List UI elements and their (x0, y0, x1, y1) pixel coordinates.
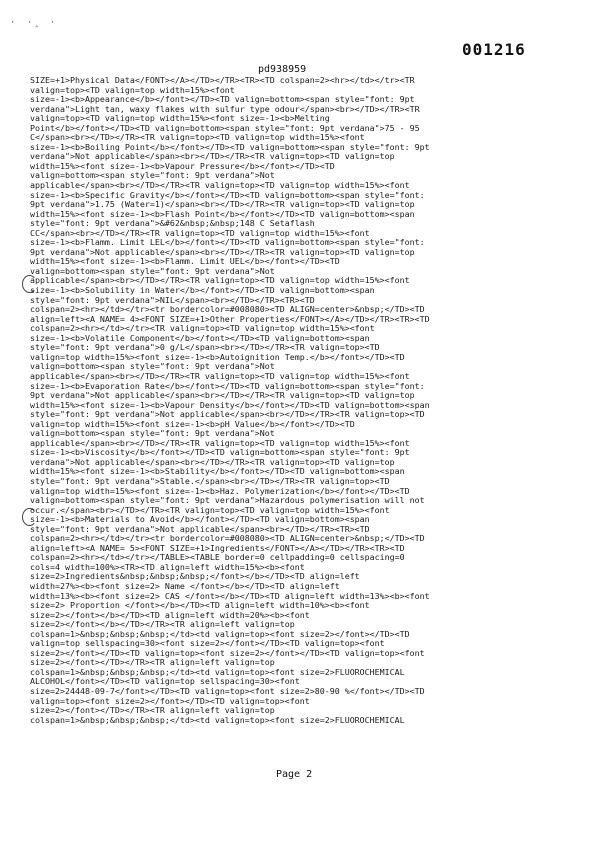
text-line: width=27%><b><font size=2> Name </font></b></TD><TD align=left (30, 580, 340, 591)
text-line: applicable</span><br></TD></TR><TR valign=top><TD valign=top width=15%><font (30, 370, 410, 381)
text-line: width=13%><b><font size=2> CAS </font></b></TD><TD align=left width=13%><b><font (30, 590, 430, 601)
text-line: 9pt verdana">1.75 (Water=1)</span><br></TD></TR><TR valign=top><TD valign=top (30, 199, 415, 210)
text-line: width=15%><font size=-1><b>Stability</b></font></TD><TD valign=bottom><span (30, 466, 405, 477)
text-line: width=15%><font size=-1><b>Flash Point</b></font></TD><TD valign=bottom><span (30, 208, 415, 219)
text-line: colspan=2><hr></td></tr><tr bordercolor=#008080><TD ALIGN=center>&nbsp;</TD><TD (30, 304, 425, 315)
bates-number: 001216 (462, 40, 526, 59)
text-line: align=left><A NAME= 4><FONT SIZE=+1>Other Properties</FONT></A></TD></TR><TR><TD (30, 313, 430, 324)
text-line: size=-1><b>Viscosity</b></font></TD><TD valign=bottom><span style="font: 9pt (30, 447, 410, 458)
text-line: size=-1><b>Specific Gravity</b></font></TD><TD valign=bottom><span style="font: (30, 189, 425, 200)
text-line: ALCOHOL</font></TD><TD valign=top sellspacing=30><font (30, 676, 300, 687)
text-line: valign=top width=15%><font size=-1><b>Haz. Polymerization</b></font></TD><TD (30, 485, 410, 496)
text-line: valign=top width=15%><font size=-1><b>Autoignition Temp.</b></font></TD><TD (30, 351, 405, 362)
text-line: size=-1><b>Appearance</b></font></TD><TD valign=bottom><span style="font: 9pt (30, 94, 415, 105)
text-line: 9pt verdana">Not applicable</span><br></TD></TR><TR valign=top><TD valign=top (30, 246, 415, 257)
text-line: 9pt verdana">Not applicable</span><br></TD></TR><TR valign=top><TD valign=top (30, 390, 415, 401)
text-line: applicable</span><br></TD></TR><TR valign=top><TD valign=top width=15%><font (30, 437, 410, 448)
text-line: colspan=2><hr></td></tr><TR valign=top><TD valign=top width=15%><font (30, 323, 375, 334)
text-line: valign=bottom><span style="font: 9pt verdana">Not (30, 428, 275, 439)
text-line: style="font: 9pt verdana">Stable.</span><br></TD></TR><TR valign=top><TD (30, 475, 390, 486)
text-line: colspan=1>&nbsp;&nbsp;&nbsp;</td><td valign=top><font size=2>FLUOROCHEMICAL (30, 714, 405, 725)
text-line: CC</span><br></TD></TR><TR valign=top><TD valign=top width=15%><font (30, 227, 370, 238)
text-line: style="font: 9pt verdana">0 g/L</span><br></TD></TR><TR valign=top><TD (30, 342, 380, 353)
text-line: style="font: 9pt verdana">&#62&nbsp;&nbsp;148 C Setaflash (30, 218, 315, 229)
text-line: style="font: 9pt verdana">Not applicable</span><br></TD></TR><TR><TD (30, 523, 370, 534)
text-line: size=-1><b>Solubility in Water</b></font></TD><TD valign=bottom><span (30, 285, 375, 296)
text-line: size=2></font></TD></TR><TR align=left valign=top (30, 657, 275, 668)
text-line: verdana">Not applicable</span><br></TD></TR><TR valign=top><TD valign=top (30, 456, 395, 467)
text-line: colspan=1>&nbsp;&nbsp;&nbsp;</td><td valign=top><font size=2>FLUOROCHEMICAL (30, 666, 405, 677)
text-line: size=2></font></b></TD><TD align=left width=20%><b><font (30, 609, 310, 620)
html-source-text-block (30, 76, 598, 725)
text-line: align=left><A NAME= 5><FONT SIZE=+1>Ingredients</FONT></A></TD></TR><TR><TD (30, 542, 405, 553)
text-line: valign=top><font size=2></font></TD><TD valign=top><font (30, 695, 310, 706)
text-line: width=15%><font size=-1><b>Flamm. Limit UEL</b></font></TD><TD (30, 256, 340, 267)
text-line: applicable</span><br></TD></TR><TR valign=top><TD valign=top width=15%><font (30, 180, 410, 191)
text-line: verdana">Not applicable</span><br></TD></TR><TR valign=top><TD valign=top (30, 151, 395, 162)
text-line: valign=bottom><span style="font: 9pt verdana">Not (30, 361, 275, 372)
text-line: size=2></font></TD><TD valign=top><font size=2></font></TD><TD valign=top><font (30, 647, 425, 658)
text-line: valign=top><TD valign=top width=15%><font size=-1><b>Melting (30, 113, 330, 124)
text-line: size=-1><b>Evaporation Rate</b></font></TD><TD valign=bottom><span style="font: (30, 380, 425, 391)
text-line: colspan=2><hr></td></tr><tr bordercolor=#008080><TD ALIGN=center>&nbsp;</TD><TD (30, 533, 425, 544)
text-line: applicable</span><br></TD></TR><TR valign=top><TD valign=top width=15%><font (30, 275, 410, 286)
text-line: valign=top><TD valign=top width=15%><font (30, 84, 235, 95)
text-line: SIZE=+1>Physical Data</FONT></A></TD></TR><TR><TD colspan=2><hr></td></tr><TR (30, 76, 415, 85)
text-line: width=15%><font size=-1><b>Vapour Pressure</b></font></TD><TD (30, 160, 335, 171)
text-line: C</span><br></TD></TR><TR valign=top><TD valign=top width=15%><font (30, 132, 365, 143)
text-line: style="font: 9pt verdana">NIL</span><br></TD></TR><TR><TD (30, 294, 315, 305)
text-line: valign=bottom><span style="font: 9pt verdana">Not (30, 265, 275, 276)
text-line: width=15%><font size=-1><b>Vapour Density</b></font></TD><TD valign=bottom><span (30, 399, 430, 410)
text-line: size=2></font></b></TD></TR><TR align=left valign=top (30, 619, 295, 630)
text-line: size=-1><b>Materials to Avoid</b></font></TD><TD valign=bottom><span (30, 514, 370, 525)
text-line: cols=4 width=100%><TR><TD align=left width=15%><b><font (30, 561, 305, 572)
text-line: size=2></font></TD></TR><TR align=left valign=top (30, 705, 275, 716)
text-line: size=2>Ingredients&nbsp;&nbsp;&nbsp;</font></b></TD><TD align=left (30, 571, 360, 582)
text-line: size=-1><b>Boiling Point</b></font></TD><TD valign=bottom><span style="font: 9pt (30, 141, 430, 152)
document-id: pd938959 (258, 64, 307, 75)
text-line: valign=bottom><span style="font: 9pt verdana">Hazardous polymerisation will not (30, 495, 425, 506)
text-line: colspan=1>&nbsp;&nbsp;&nbsp;</td><td valign=top><font size=2></font></TD><TD (30, 628, 410, 639)
text-line: size=2> Proportion </font></b></TD><TD align=left width=10%><b><font (30, 600, 370, 611)
text-line: style="font: 9pt verdana">Not applicable</span><br></TD></TR><TR valign=top><TD (30, 409, 425, 420)
text-line: size=-1><b>Flamm. Limit LEL</b></font></TD><TD valign=bottom><span style="font: (30, 237, 425, 248)
scan-artifact-marks: · ·‸ · (10, 18, 59, 28)
page-number: Page 2 (276, 769, 313, 780)
text-line: size=-1><b>Volatile Component</b></font></TD><TD valign=bottom><span (30, 332, 370, 343)
text-line: verdana">Light tan, waxy flakes with sulfur type odour</span><br></TD></TR><TR (30, 103, 420, 114)
text-line: valign=top width=15%><font size=-1><b>pH Value</b></font></TD><TD (30, 418, 355, 429)
text-line: colspan=2><hr></td></tr></TABLE><TABLE border=0 cellpadding=0 cellspacing=0 (30, 552, 405, 563)
text-line: valign=top sellspacing=30><font size=2></font></TD><TD valign=top><font (30, 638, 385, 649)
text-line: Point</b></font></TD><TD valign=bottom><span style="font: 9pt verdana">75 - 95 (30, 122, 420, 133)
text-line: valign=bottom><span style="font: 9pt verdana">Not (30, 170, 275, 181)
text-line: size=2>24448-09-7</font></TD><TD valign=top><font size=2>80-90 %</font></TD><TD (30, 686, 425, 696)
text-line: occur.</span><br></TD></TR><TR valign=top><TD valign=top width=15%><font (30, 504, 390, 515)
